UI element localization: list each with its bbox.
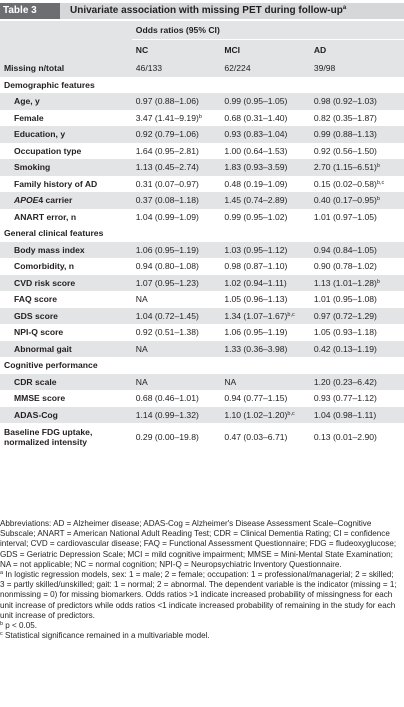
cell-value: 0.92 (0.56–1.50) — [313, 145, 377, 156]
cell-mci — [220, 374, 310, 391]
cell-nc — [132, 275, 221, 292]
footnote-c — [0, 631, 400, 641]
footnote-c-mark: c — [0, 631, 3, 638]
cell-nc — [132, 143, 221, 160]
cell-mci — [220, 275, 310, 292]
cell-footnote-mark: b — [376, 163, 380, 170]
row-label: Age, y — [0, 93, 132, 110]
cell-nc — [132, 423, 221, 450]
row-label: Female — [0, 110, 132, 127]
section-heading: Cognitive performance — [0, 357, 404, 374]
cell-mci — [220, 258, 310, 275]
cell-nc — [132, 159, 221, 176]
row-label: Missing n/total — [0, 60, 132, 77]
data-table — [0, 21, 404, 450]
row-label: Comorbidity, n — [0, 258, 132, 275]
cell-value: 1.14 (0.99–1.32) — [135, 409, 199, 420]
table-row — [0, 192, 404, 209]
cell-nc — [132, 93, 221, 110]
section-row — [0, 357, 404, 374]
section-heading: Demographic features — [0, 77, 404, 94]
row-label: Smoking — [0, 159, 132, 176]
table-row — [0, 110, 404, 127]
table-row — [0, 60, 404, 77]
cell-value: 0.93 (0.83–1.04) — [224, 129, 288, 140]
cell-value: 0.37 (0.08–1.18) — [135, 195, 199, 206]
cell-value: 0.93 (0.77–1.12) — [313, 393, 377, 404]
cell-value: 1.05 (0.93–1.18) — [313, 327, 377, 338]
row-label: ANART error, n — [0, 209, 132, 226]
cell-value: 0.47 (0.03–6.71) — [224, 431, 288, 442]
cell-mci — [220, 209, 310, 226]
cell-nc — [132, 258, 221, 275]
cell-value: 1.04 (0.72–1.45) — [135, 310, 199, 321]
cell-ad — [310, 242, 404, 259]
cell-value: 1.33 (0.36–3.98) — [224, 343, 288, 354]
cell-ad — [310, 176, 404, 193]
table-title — [60, 3, 404, 19]
table-title-footnote-mark: a — [342, 5, 347, 11]
cell-ad — [310, 126, 404, 143]
cell-ad — [310, 308, 404, 325]
cell-footnote-mark: b — [198, 113, 202, 120]
table-row — [0, 258, 404, 275]
cell-footnote-mark: b,c — [287, 311, 295, 318]
cell-ad — [310, 291, 404, 308]
cell-mci — [220, 93, 310, 110]
cell-value: 0.31 (0.07–0.97) — [135, 178, 199, 189]
cell-mci — [220, 324, 310, 341]
table-row — [0, 374, 404, 391]
row-label: NPI-Q score — [0, 324, 132, 341]
cell-value: 1.06 (0.95–1.19) — [135, 244, 199, 255]
cell-value: 1.00 (0.64–1.53) — [224, 145, 288, 156]
cell-ad — [310, 60, 404, 77]
cell-value: 1.13 (0.45–2.74) — [135, 162, 199, 173]
cell-nc — [132, 209, 221, 226]
table-title-text: Univariate association with missing PET during follow-up — [70, 5, 343, 16]
row-label: Family history of AD — [0, 176, 132, 193]
footnotes — [0, 519, 400, 641]
cell-ad — [310, 324, 404, 341]
group-header: Odds ratios (95% CI) — [132, 21, 404, 40]
cell-value: 1.13 (1.01–1.28) — [313, 277, 377, 288]
abbreviations-note: Abbreviations: AD = Alzheimer disease; ADAS-Cog = Alzheimer's Disease Assessment Scale–Cognitive Subscale; ANART = American National Adult Reading Test; CDR = Clinical Dementia Rating; CI = confidence interval; CVD = cardiovascular disease; FAQ = Functional Assessment Questionnaire; FDG = fludeoxyglucose; GDS = Geriatric Depression Scale; MCI = mild cognitive impairment; MMSE = Mini-Mental State Examination; NA = not applicable; NC = normal cognition; NPI-Q = Neuropsychiatric Inventory Questionnaire. — [0, 519, 397, 569]
cell-value: 0.29 (0.00–19.8) — [135, 431, 199, 442]
cell-value: 0.92 (0.51–1.38) — [135, 327, 199, 338]
cell-nc — [132, 192, 221, 209]
cell-mci — [220, 192, 310, 209]
header-row-group — [0, 21, 404, 40]
header-empty-cell — [0, 40, 132, 61]
cell-nc — [132, 60, 221, 77]
cell-mci — [220, 407, 310, 424]
header-empty-cell — [0, 21, 132, 40]
table-row — [0, 341, 404, 358]
footnote-a-mark: a — [0, 570, 4, 577]
cell-nc — [132, 110, 221, 127]
column-header-mci: MCI — [220, 40, 310, 61]
cell-value: 0.82 (0.35–1.87) — [313, 112, 377, 123]
table-row — [0, 291, 404, 308]
footnote-b-mark: b — [0, 621, 4, 628]
cell-value: 0.99 (0.88–1.13) — [313, 129, 377, 140]
cell-value: NA — [135, 376, 148, 387]
cell-value: 0.48 (0.19–1.09) — [224, 178, 288, 189]
row-label: Abnormal gait — [0, 341, 132, 358]
cell-mci — [220, 110, 310, 127]
cell-mci — [220, 341, 310, 358]
row-label: MMSE score — [0, 390, 132, 407]
cell-value: 0.94 (0.84–1.05) — [313, 244, 377, 255]
column-header-nc: NC — [132, 40, 221, 61]
cell-mci — [220, 390, 310, 407]
cell-ad — [310, 341, 404, 358]
cell-value: 0.98 (0.87–1.10) — [224, 261, 288, 272]
cell-value: 1.04 (0.98–1.11) — [313, 409, 377, 420]
cell-value: 0.97 (0.72–1.29) — [313, 310, 377, 321]
cell-value: 0.13 (0.01–2.90) — [313, 431, 377, 442]
table-row — [0, 242, 404, 259]
cell-value: 0.92 (0.79–1.06) — [135, 129, 199, 140]
row-label: Education, y — [0, 126, 132, 143]
cell-nc — [132, 374, 221, 391]
cell-mci — [220, 143, 310, 160]
cell-ad — [310, 143, 404, 160]
cell-nc — [132, 308, 221, 325]
row-label-rest: 4 carrier — [38, 195, 73, 206]
cell-value: NA — [135, 294, 148, 305]
cell-mci — [220, 159, 310, 176]
cell-value: 1.01 (0.97–1.05) — [313, 211, 377, 222]
cell-mci — [220, 60, 310, 77]
cell-nc — [132, 126, 221, 143]
cell-value: 0.90 (0.78–1.02) — [313, 261, 377, 272]
cell-value: 1.06 (0.95–1.19) — [224, 327, 288, 338]
table-row — [0, 275, 404, 292]
cell-value: 1.45 (0.74–2.89) — [224, 195, 288, 206]
table-row — [0, 308, 404, 325]
table-title-bar — [0, 3, 404, 19]
cell-ad — [310, 407, 404, 424]
table-label: Table 3 — [0, 3, 60, 19]
cell-value: 0.68 (0.46–1.01) — [135, 393, 199, 404]
footnote-c-text: Statistical significance remained in a multivariable model. — [2, 631, 210, 641]
header-row-columns — [0, 40, 404, 61]
cell-value: 1.02 (0.94–1.11) — [224, 277, 287, 288]
table-row — [0, 324, 404, 341]
cell-value: 0.99 (0.95–1.02) — [224, 211, 288, 222]
cell-value: 1.34 (1.07–1.67) — [224, 310, 288, 321]
cell-value: 0.40 (0.17–0.95) — [313, 195, 377, 206]
cell-mci — [220, 176, 310, 193]
cell-ad — [310, 110, 404, 127]
cell-nc — [132, 390, 221, 407]
table-row — [0, 143, 404, 160]
table-row — [0, 209, 404, 226]
cell-value: 62/224 — [224, 63, 251, 74]
cell-nc — [132, 291, 221, 308]
row-label-italic: APOE — [14, 195, 39, 206]
cell-value: 0.99 (0.95–1.05) — [224, 96, 288, 107]
footnote-a-text: In logistic regression models, sex: 1 = male; 2 = female; occupation: 1 = professional/managerial; 2 = skilled; 3 = partly skilled/unskilled; gait: 1 = normal; 2 = abnormal. The dependent variable is the indicator (missing = 1; nonmissing = 0) for missing biomarkers. Odds ratios >1 indicate increased probability of missingness for each unit increase of predictors while odds ratios <1 indicate increased probability of remaining in the study for each unit increase of predictors. — [0, 570, 397, 620]
row-label-line1: Baseline FDG uptake, — [4, 426, 93, 437]
table-row — [0, 176, 404, 193]
cell-ad — [310, 209, 404, 226]
cell-value: 1.83 (0.93–3.59) — [224, 162, 288, 173]
row-label-line2: normalized intensity — [4, 436, 88, 447]
cell-value: 0.15 (0.02–0.58) — [313, 178, 377, 189]
table-row — [0, 126, 404, 143]
cell-value: 1.03 (0.95–1.12) — [224, 244, 288, 255]
section-heading: General clinical features — [0, 225, 404, 242]
cell-nc — [132, 242, 221, 259]
cell-value: 1.05 (0.96–1.13) — [224, 294, 288, 305]
cell-value: 1.20 (0.23–6.42) — [313, 376, 377, 387]
cell-value: 0.42 (0.13–1.19) — [313, 343, 377, 354]
cell-value: 1.64 (0.95–2.81) — [135, 145, 199, 156]
cell-ad — [310, 423, 404, 450]
cell-footnote-mark: b — [376, 196, 380, 203]
row-label: Occupation type — [0, 143, 132, 160]
cell-ad — [310, 258, 404, 275]
cell-value: 39/98 — [313, 63, 336, 74]
cell-nc — [132, 176, 221, 193]
section-row — [0, 77, 404, 94]
cell-ad — [310, 374, 404, 391]
cell-nc — [132, 341, 221, 358]
column-header-ad: AD — [310, 40, 404, 61]
cell-ad — [310, 159, 404, 176]
cell-ad — [310, 93, 404, 110]
cell-value: 2.70 (1.15–6.51) — [313, 162, 377, 173]
section-row — [0, 225, 404, 242]
row-label: GDS score — [0, 308, 132, 325]
cell-footnote-mark: b — [376, 278, 380, 285]
cell-value: 1.07 (0.95–1.23) — [135, 277, 199, 288]
table-row — [0, 159, 404, 176]
row-label — [0, 192, 132, 209]
cell-value: NA — [224, 376, 237, 387]
cell-ad — [310, 275, 404, 292]
cell-value: 3.47 (1.41–9.19) — [135, 112, 199, 123]
cell-mci — [220, 126, 310, 143]
cell-value: 0.94 (0.77–1.15) — [224, 393, 288, 404]
row-label: Body mass index — [0, 242, 132, 259]
table-row — [0, 390, 404, 407]
cell-value: 1.04 (0.99–1.09) — [135, 211, 199, 222]
table-row — [0, 93, 404, 110]
row-label: CDR scale — [0, 374, 132, 391]
table-row — [0, 423, 404, 450]
cell-ad — [310, 192, 404, 209]
cell-value: 0.68 (0.31–1.40) — [224, 112, 288, 123]
cell-value: 0.98 (0.92–1.03) — [313, 96, 377, 107]
cell-nc — [132, 324, 221, 341]
cell-value: 46/133 — [135, 63, 163, 74]
row-label: CVD risk score — [0, 275, 132, 292]
table-row — [0, 407, 404, 424]
cell-value: 0.97 (0.88–1.06) — [135, 96, 199, 107]
cell-mci — [220, 242, 310, 259]
cell-ad — [310, 390, 404, 407]
row-label: FAQ score — [0, 291, 132, 308]
cell-value: 1.10 (1.02–1.20) — [224, 409, 288, 420]
footnote-b — [0, 621, 400, 631]
cell-mci — [220, 308, 310, 325]
row-label: ADAS-Cog — [0, 407, 132, 424]
cell-footnote-mark: b,c — [376, 179, 385, 186]
cell-nc — [132, 407, 221, 424]
cell-mci — [220, 423, 310, 450]
footnote-a — [0, 570, 400, 621]
footnote-b-text: p < 0.05. — [3, 621, 38, 631]
cell-footnote-mark: b,c — [287, 410, 295, 417]
cell-value: 1.01 (0.95–1.08) — [313, 294, 377, 305]
cell-value: 0.94 (0.80–1.08) — [135, 261, 199, 272]
cell-mci — [220, 291, 310, 308]
row-label — [0, 423, 132, 450]
cell-value: NA — [135, 343, 148, 354]
